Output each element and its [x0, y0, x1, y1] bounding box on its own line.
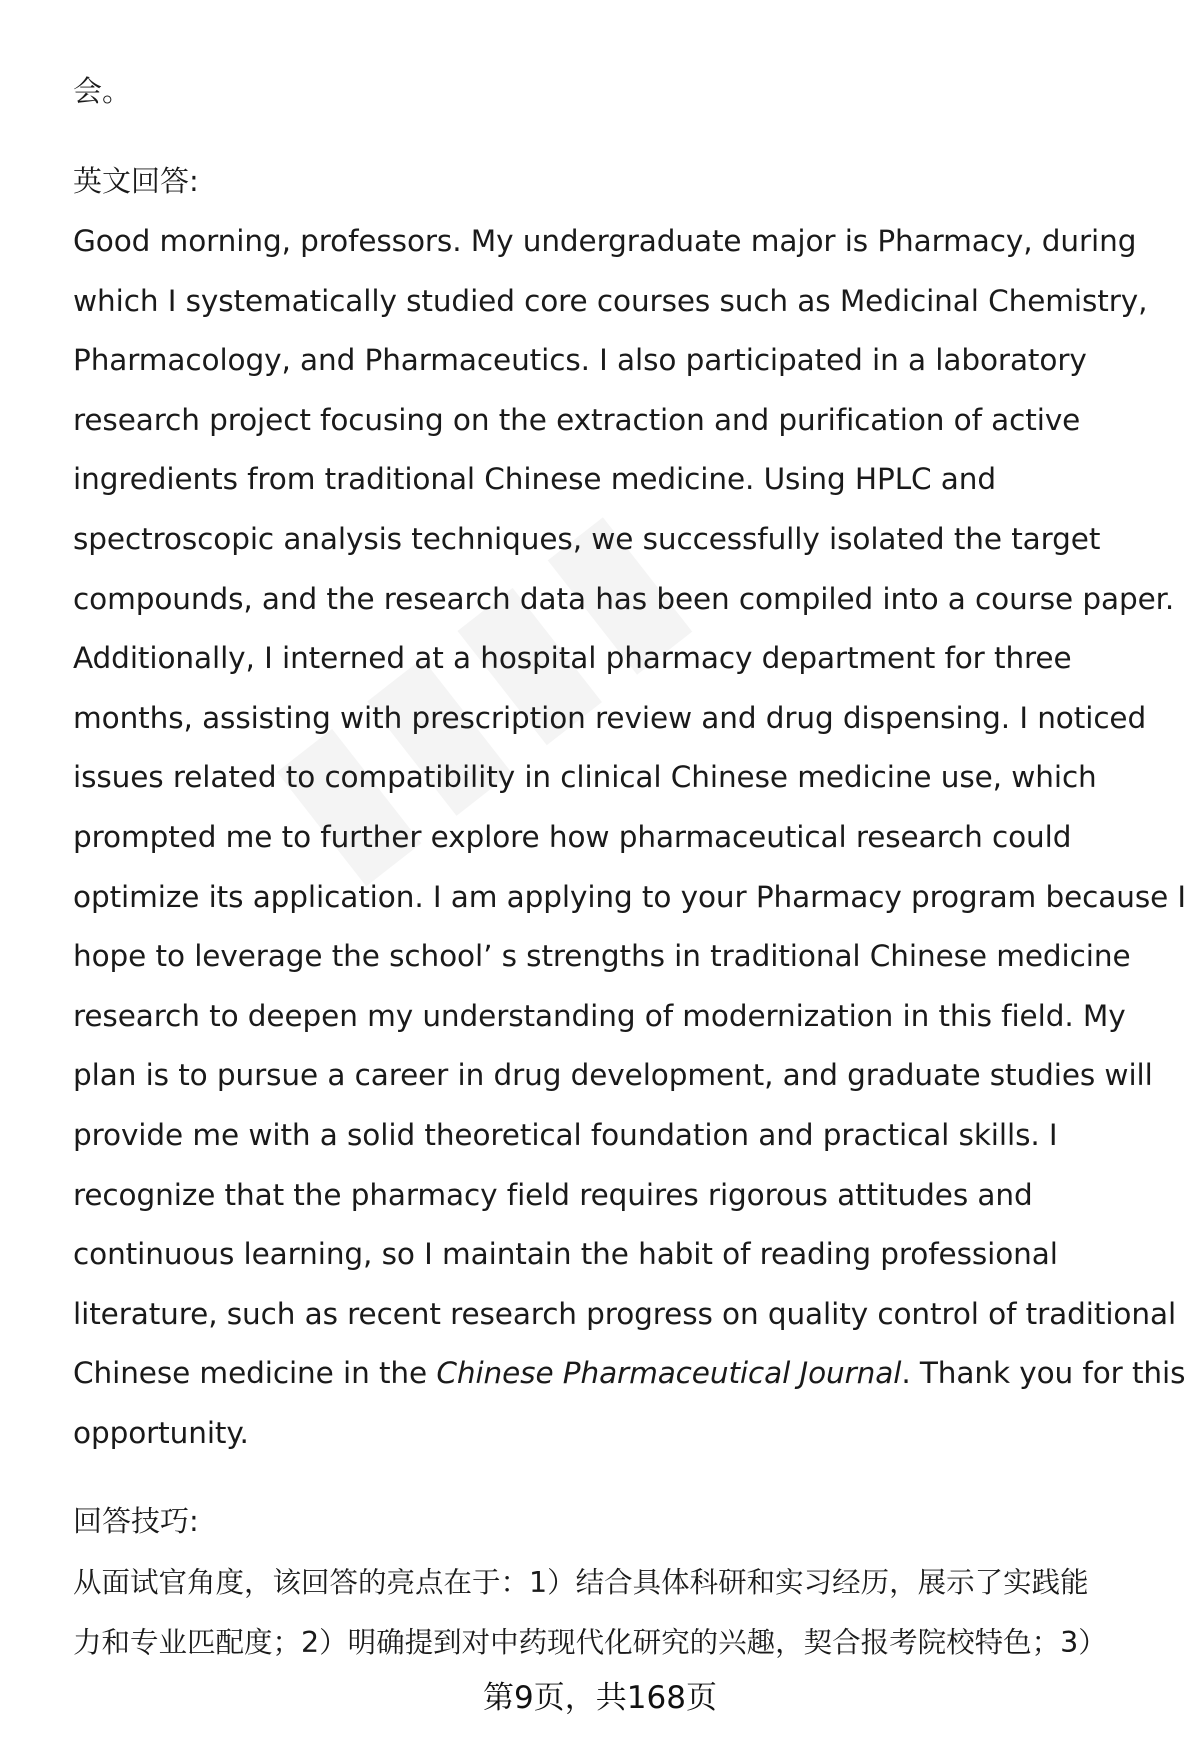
answer-line: hope to leverage the school’ s strengths in traditional Chinese medicine — [73, 939, 1131, 974]
answer-line-last: opportunity. — [73, 1415, 249, 1450]
english-answer-heading: 英文回答: — [73, 164, 199, 198]
tips-heading: 回答技巧: — [73, 1504, 199, 1538]
answer-line: research to deepen my understanding of modernization in this field. My — [73, 998, 1126, 1033]
continuation-text: 会。 — [73, 74, 132, 108]
answer-line: issues related to compatibility in clinical Chinese medicine use, which — [73, 760, 1097, 795]
answer-line: Additionally, I interned at a hospital pharmacy department for three — [73, 641, 1072, 676]
answer-line-journal-after: . Thank you for this — [901, 1356, 1186, 1391]
answer-line: prompted me to further explore how pharmaceutical research could — [73, 819, 1072, 854]
answer-line-journal-before: Chinese medicine in the — [73, 1356, 437, 1391]
page-footer: 第9页，共168页 — [483, 1680, 717, 1716]
answer-line: provide me with a solid theoretical foundation and practical skills. I — [73, 1117, 1058, 1152]
answer-line: Good morning, professors. My undergraduate major is Pharmacy, during — [73, 224, 1137, 258]
answer-line: ingredients from traditional Chinese medicine. Using HPLC and — [73, 462, 997, 497]
tips-line: 力和专业匹配度；2）明确提到对中药现代化研究的兴趣，契合报考院校特色；3） — [73, 1625, 1107, 1659]
journal-title: Chinese Pharmaceutical Journal — [436, 1356, 902, 1391]
answer-line: months, assisting with prescription review and drug dispensing. I noticed — [73, 700, 1147, 735]
answer-line: compounds, and the research data has been compiled into a course paper. — [73, 581, 1175, 616]
answer-line: optimize its application. I am applying to your Pharmacy program because I — [73, 879, 1187, 914]
answer-line-journal — [73, 1344, 1186, 1404]
tips-body — [73, 1553, 1153, 1672]
tips-line: 从面试官角度，该回答的亮点在于：1）结合具体科研和实习经历，展示了实践能 — [73, 1566, 1089, 1599]
answer-line: recognize that the pharmacy field requires rigorous attitudes and — [73, 1177, 1033, 1212]
answer-line: research project focusing on the extraction and purification of active — [73, 402, 1081, 437]
answer-line: continuous learning, so I maintain the habit of reading professional — [73, 1237, 1058, 1272]
answer-line: plan is to pursue a career in drug development, and graduate studies will — [73, 1058, 1153, 1093]
english-answer-body — [73, 212, 1187, 1463]
answer-line: which I systematically studied core courses such as Medicinal Chemistry, — [73, 283, 1148, 318]
answer-line: Pharmacology, and Pharmaceutics. I also participated in a laboratory — [73, 343, 1087, 378]
answer-line: literature, such as recent research progress on quality control of traditional — [73, 1296, 1177, 1331]
answer-line: spectroscopic analysis techniques, we successfully isolated the target — [73, 521, 1101, 556]
